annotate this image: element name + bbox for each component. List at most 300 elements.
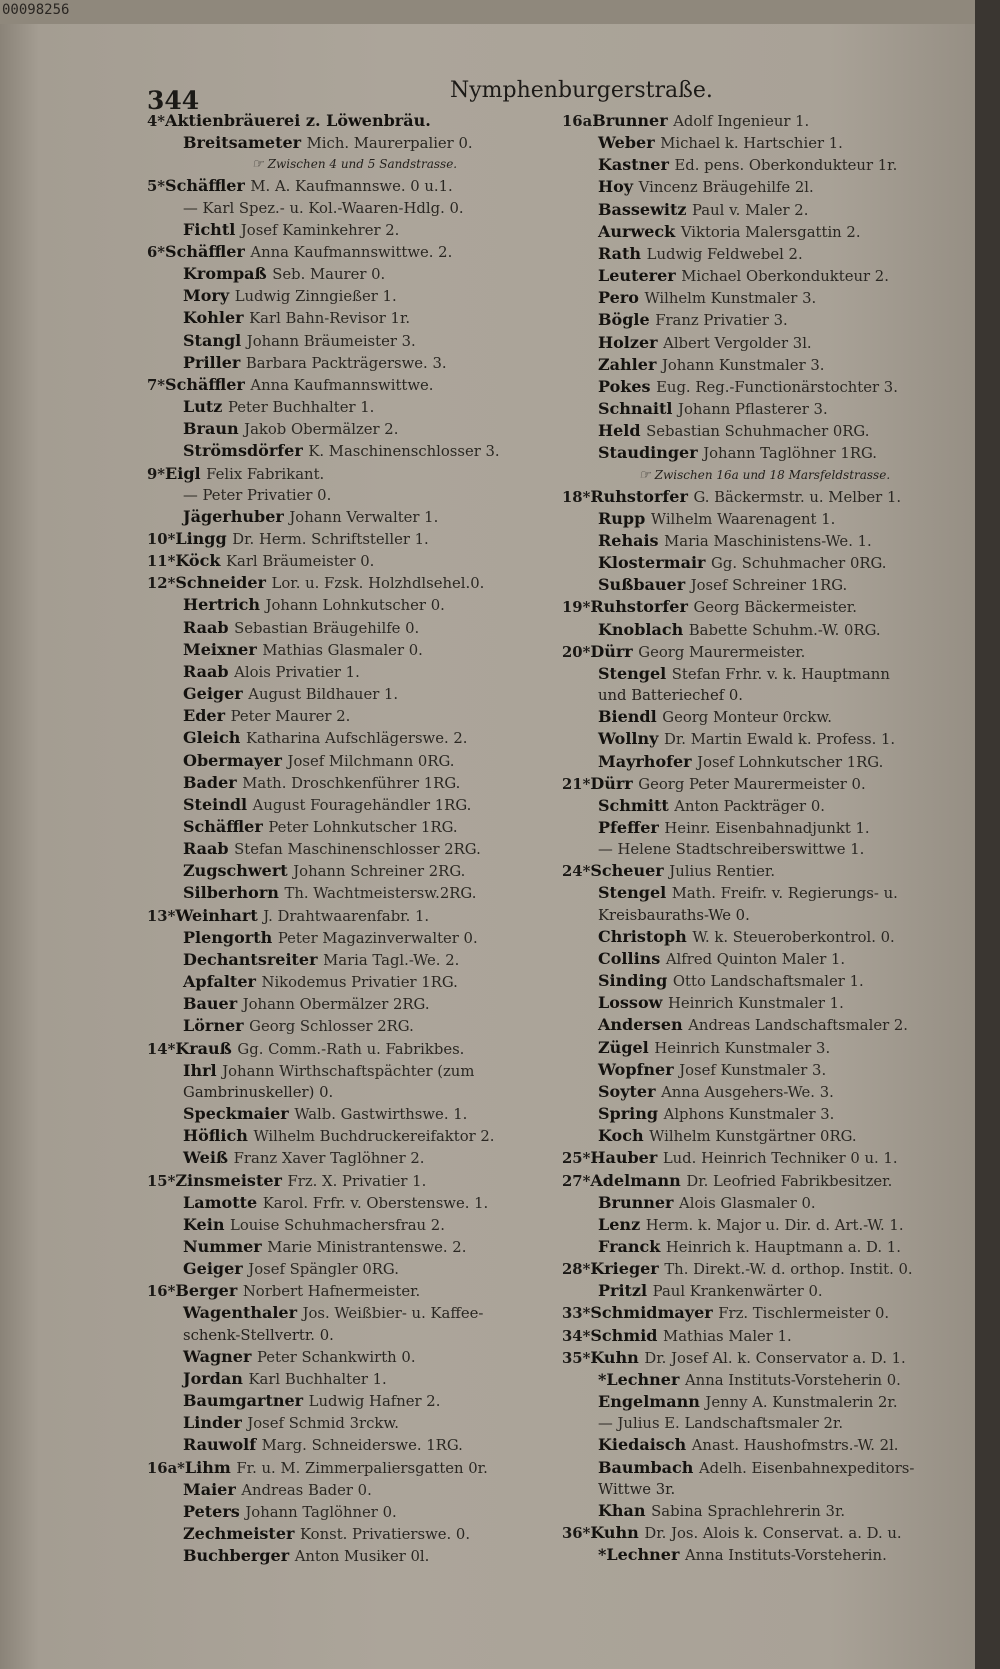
directory-entry [147,572,562,594]
resident-details: Georg Maurermeister. [638,643,806,661]
resident-name: Buchberger [183,1546,295,1566]
resident-name: Aurweck [598,221,681,241]
directory-entry [147,927,562,949]
directory-entry [562,243,967,265]
resident-details: Peter Maurer 2. [230,708,351,726]
resident-details: Dr. Josef Al. k. Conservator a. D. 1. [644,1349,906,1367]
resident-name: Brunner [592,111,674,130]
resident-details: Stefan Frhr. v. k. Hauptmann [671,665,890,683]
house-number: 9* [147,465,166,483]
directory-entry [147,110,562,132]
resident-name: Sußbauer [598,575,691,595]
house-number: 6* [147,243,166,261]
resident-details: Albert Vergolder 3l. [663,334,812,352]
resident-name: Linder [183,1413,248,1433]
resident-name: Schneider [175,573,272,593]
house-number: 16a* [147,1459,185,1477]
resident-name: Kastner [598,155,675,175]
directory-entry [562,706,967,728]
resident-name: Höflich [183,1126,254,1146]
resident-name: Held [598,421,647,441]
resident-name: Schäffler [165,374,251,394]
resident-details: Mich. Maurerpalier 0. [306,135,473,153]
entry-continuation: schenk-Stellvertr. 0. [183,1326,334,1344]
resident-details: Johann Taglöhner 1RG. [703,445,877,463]
entry-continuation: und Batteriechef 0. [598,687,744,705]
resident-name: Brunner [598,1192,680,1212]
resident-details: Ludwig Feldwebel 2. [646,245,803,263]
resident-details: Josef Schreiner 1RG. [690,577,848,595]
directory-entry [147,1060,562,1082]
resident-details: Ed. pens. Oberkondukteur 1r. [674,157,898,175]
note-text: Zwischen 4 und 5 Sandstrasse. [267,157,458,172]
resident-details: Eug. Reg.-Functionärstochter 3. [656,378,898,396]
directory-entry [562,992,967,1014]
directory-entry [562,199,967,221]
directory-entry [147,219,562,241]
resident-details: Ludwig Hafner 2. [308,1393,441,1411]
resident-details: Michael k. Hartschier 1. [660,135,843,153]
resident-details: Julius Rentier. [669,863,776,881]
resident-details: Peter Lohnkutscher 1RG. [268,819,458,836]
house-number: 28* [562,1261,591,1279]
resident-details: Johann Pflasterer 3. [678,401,828,419]
resident-name: Weiß [183,1148,234,1168]
directory-entry [562,970,967,992]
resident-name: Zugschwert [183,861,294,881]
resident-name: Klostermair [598,553,712,573]
directory-entry [562,773,967,795]
resident-details: Peter Buchhalter 1. [227,399,375,417]
resident-details: Andreas Bader 0. [241,1481,372,1499]
resident-details: Karl Buchhalter 1. [248,1370,387,1388]
resident-name: Christoph [598,926,693,946]
directory-entry [562,619,967,641]
directory-entry [562,354,967,376]
section-note [147,154,562,175]
directory-entry [562,948,967,970]
directory-entry [147,971,562,993]
directory-entry [147,617,562,639]
resident-details: Adolf Ingenieur 1. [673,113,810,130]
resident-name: Engelmann [598,1392,706,1412]
directory-entry [147,949,562,971]
directory-entry [147,905,562,927]
directory-entry [147,772,562,794]
directory-entry [562,1434,967,1456]
resident-name: Franck [598,1236,666,1256]
resident-details: Josef Kunstmaler 3. [679,1061,827,1079]
directory-entry [562,1369,967,1391]
resident-name: Leuterer [598,266,682,286]
resident-details: Ludwig Zinngießer 1. [234,288,397,306]
directory-entry [562,1280,967,1302]
resident-details: Anton Packträger 0. [674,797,825,815]
directory-entry [147,1214,562,1236]
resident-name: Braun [183,419,245,439]
directory-entry [562,663,967,685]
directory-entry [147,263,562,285]
resident-name: Zahler [598,354,662,374]
directory-entry [562,926,967,948]
directory-entry [147,993,562,1015]
resident-name: Kein [183,1214,231,1234]
resident-details: Karol. Frfr. v. Oberstenswe. 1. [262,1194,489,1212]
house-number: 4* [147,113,166,130]
resident-details: Andreas Landschaftsmaler 2. [688,1017,909,1035]
resident-details: Sebastian Schuhmacher 0RG. [646,423,870,441]
directory-entry [147,1412,562,1434]
directory-entry [147,485,562,506]
directory-entry [562,265,967,287]
resident-details: Felix Fabrikant. [206,465,325,483]
resident-name: Strömsdörfer [183,441,309,461]
resident-name: Schmitt [598,795,675,815]
resident-name: Wopfner [598,1059,680,1079]
directory-entry [562,1258,967,1280]
page-number: 344 [147,86,200,115]
resident-details: Mathias Glasmaler 0. [262,641,423,659]
resident-name: Maier [183,1479,242,1499]
house-number: 16a [562,113,593,130]
directory-entry [147,506,562,528]
note-text: Zwischen 16a und 18 Marsfeldstrasse. [654,467,891,482]
resident-details: Vincenz Bräugehilfe 2l. [638,179,814,197]
resident-name: Aktienbräuerei z. Löwenbräu. [165,111,431,130]
directory-entry [562,110,967,132]
resident-details: Michael Oberkondukteur 2. [681,268,889,286]
directory-entry [562,1413,967,1434]
resident-name: Hertrich [183,595,266,615]
directory-entry [562,332,967,354]
resident-name: Krieger [590,1259,665,1279]
directory-entry [147,705,562,727]
resident-name: Mory [183,286,235,306]
resident-details: Georg Bäckermeister. [693,599,857,617]
resident-details: Norbert Hafnermeister. [242,1283,421,1301]
resident-name: *Lechner [598,1369,685,1389]
resident-name: Koch [598,1126,650,1146]
directory-entry [147,1501,562,1523]
directory-entry [147,639,562,661]
resident-details: Paul Krankenwärter 0. [652,1283,823,1301]
resident-details: Seb. Maurer 0. [272,266,386,284]
resident-details: Wilhelm Waarenagent 1. [650,510,836,528]
directory-entry [562,309,967,331]
resident-name: Weinhart [175,905,264,925]
scan-id: 00098256 [2,2,70,18]
directory-entry [147,1170,562,1192]
directory-entry [562,1214,967,1236]
house-number: 19* [562,599,591,617]
directory-entry [147,330,562,352]
directory-entry [562,1302,967,1324]
resident-details: Anton Musiker 0l. [294,1548,430,1566]
directory-entry [562,221,967,243]
resident-details: Johann Kunstmaler 3. [661,356,825,374]
resident-name: Wollny [598,729,664,749]
directory-entry [562,1391,967,1413]
directory-entry [147,1103,562,1125]
directory-entry [147,838,562,860]
resident-details: Georg Schlosser 2RG. [249,1018,414,1036]
directory-entry [562,641,967,663]
directory-entry [147,1038,562,1060]
resident-name: Breitsameter [183,133,307,153]
resident-name: Dürr [590,641,639,661]
resident-name: Krompaß [183,264,273,284]
directory-entry [562,398,967,420]
resident-name: Kuhn [590,1523,645,1542]
resident-details: Anast. Haushofmstrs.-W. 2l. [691,1437,899,1455]
resident-name: Steindl [183,794,253,814]
directory-entry [562,508,967,530]
resident-name: Rauwolf [183,1435,262,1455]
directory-entry [562,817,967,839]
directory-entry [147,550,562,572]
facing-page-edge [975,0,1000,1669]
page-title: Nymphenburgerstraße. [450,78,713,103]
resident-name: Raab [183,661,235,681]
directory-entry [562,287,967,309]
directory-entry [147,285,562,307]
resident-name: Soyter [598,1081,662,1101]
directory-entry [147,1125,562,1147]
resident-name: Speckmaier [183,1104,295,1124]
resident-details: Dr. Herm. Schriftsteller 1. [232,530,429,548]
resident-name: Fichtl [183,219,241,239]
resident-name: Krauß [175,1038,238,1058]
resident-details: Alois Glasmaler 0. [679,1194,816,1212]
directory-entry [562,1192,967,1214]
directory-entry [147,1147,562,1169]
house-number: 11* [147,553,176,571]
resident-name: Baumgartner [183,1391,309,1411]
pointing-hand-icon: ☞ [638,467,655,483]
resident-name: *Lechner [598,1545,685,1565]
directory-entry [147,1457,562,1479]
resident-details: — Helene Stadtschreiberswittwe 1. [598,841,865,859]
resident-name: Bassewitz [598,199,692,219]
resident-name: Lamotte [183,1192,263,1212]
directory-entry [562,420,967,442]
directory-entry [147,727,562,749]
resident-details: J. Drahtwaarenfabr. 1. [263,907,430,925]
resident-name: Pero [598,288,645,308]
resident-details: Alois Privatier 1. [234,663,360,681]
house-number: 12* [147,575,176,593]
resident-name: Dürr [590,773,639,793]
resident-details: Paul v. Maler 2. [691,201,809,219]
directory-entry [147,463,562,485]
directory-entry [147,1479,562,1501]
resident-details: W. k. Steueroberkontrol. 0. [692,928,895,946]
resident-details: Jenny A. Kunstmalerin 2r. [705,1394,898,1412]
resident-details: Peter Schankwirth 0. [256,1348,416,1366]
resident-details: Josef Milchmann 0RG. [287,752,455,770]
resident-details: Heinrich Kunstmaler 1. [667,995,844,1013]
directory-entry [147,1346,562,1368]
directory-entry [147,307,562,329]
directory-entry [562,1037,967,1059]
resident-name: Collins [598,948,666,968]
resident-name: Spring [598,1104,664,1124]
directory-entry [147,352,562,374]
directory-entry [147,794,562,816]
directory-entry [147,528,562,550]
resident-details: Math. Freifr. v. Regierungs- u. [671,885,898,903]
resident-details: Sebastian Bräugehilfe 0. [234,619,420,637]
resident-name: Zechmeister [183,1524,300,1543]
resident-details: Wilhelm Buchdruckereifaktor 2. [253,1128,495,1146]
resident-name: Holzer [598,332,664,352]
house-number: 21* [562,775,591,793]
resident-name: Ruhstorfer [590,597,694,617]
resident-details: Barbara Packträgerswe. 3. [245,354,447,372]
resident-details: Heinr. Eisenbahnadjunkt 1. [664,820,870,837]
resident-name: Plengorth [183,927,278,947]
resident-name: Schäffler [165,176,251,196]
right-column [562,110,967,1566]
resident-name: Pokes [598,376,657,396]
directory-entry [147,661,562,683]
resident-name: Wagenthaler [183,1303,303,1323]
house-number: 25* [562,1150,591,1168]
directory-entry [562,1125,967,1147]
resident-name: Ihrl [183,1060,223,1080]
resident-name: Zinsmeister [175,1170,288,1190]
resident-details: Wilhelm Kunstmaler 3. [644,290,817,308]
directory-entry [147,175,562,197]
resident-details: August Fouragehändler 1RG. [252,796,472,814]
house-number: 16* [147,1283,176,1301]
resident-details: Heinrich Kunstmaler 3. [654,1039,831,1057]
resident-name: Meixner [183,639,263,659]
resident-name: Gleich [183,728,246,748]
directory-entry [147,594,562,616]
resident-details: Alphons Kunstmaler 3. [663,1106,835,1124]
house-number: 34* [562,1327,591,1345]
resident-name: Schäffler [165,241,251,261]
resident-name: Scheuer [590,861,670,881]
directory-entry [147,750,562,772]
resident-details: Otto Landschaftsmaler 1. [672,973,864,991]
resident-details: Viktoria Malersgattin 2. [680,223,861,241]
resident-details: Nikodemus Privatier 1RG. [261,974,458,992]
resident-name: Jordan [183,1368,249,1388]
resident-details: Josef Spängler 0RG. [248,1261,399,1279]
resident-name: Lenz [598,1214,646,1234]
resident-details: — Julius E. Landschaftsmaler 2r. [598,1415,844,1433]
house-number: 36* [562,1525,591,1542]
resident-name: Raab [183,839,235,859]
resident-details: Marg. Schneiderswe. 1RG. [261,1437,463,1455]
resident-details: Johann Wirthschaftspächter (zum [222,1062,475,1080]
resident-name: Biendl [598,707,663,727]
resident-details: Lud. Heinrich Techniker 0 u. 1. [662,1150,898,1168]
resident-name: Eigl [165,463,207,483]
house-number: 33* [562,1305,591,1323]
resident-name: Baumbach [598,1457,699,1477]
resident-details: Wilhelm Kunstgärtner 0RG. [649,1128,857,1146]
resident-name: Lossow [598,993,668,1013]
resident-name: Rehais [598,530,665,550]
resident-name: Stengel [598,883,672,903]
entry-continuation: Gambrinuskeller) 0. [183,1083,334,1101]
resident-name: Bader [183,772,243,792]
directory-entry [147,418,562,440]
resident-details: Josef Kaminkehrer 2. [240,221,400,239]
resident-name: Pritzl [598,1281,653,1301]
directory-entry [147,1280,562,1302]
resident-name: Geiger [183,684,249,704]
resident-details: Karl Bahn-Revisor 1r. [249,310,411,328]
resident-name: Hoy [598,177,639,197]
resident-details: Anna Kaufmannswittwe. 2. [250,243,453,261]
resident-name: Mayrhofer [598,751,698,771]
resident-name: Pfeffer [598,818,665,837]
resident-details: Jakob Obermälzer 2. [244,421,399,439]
resident-name: Raab [183,617,235,637]
directory-entry [562,1347,967,1369]
house-number: 24* [562,863,591,881]
resident-name: Hauber [590,1148,663,1168]
resident-name: Jägerhuber [183,506,290,526]
resident-details: Josef Schmid 3rckw. [247,1415,399,1433]
resident-details: Th. Direkt.-W. d. orthop. Instit. 0. [664,1261,913,1279]
directory-entry [562,1236,967,1258]
directory-entry [562,751,967,773]
resident-details: August Bildhauer 1. [248,686,399,704]
resident-details: M. A. Kaufmannswe. 0 u.1. [250,178,453,196]
resident-details: Johann Verwalter 1. [289,508,439,526]
directory-entry [147,1434,562,1456]
scan-header-strip [0,0,975,24]
resident-name: Stangl [183,330,247,350]
directory-entry [147,882,562,904]
resident-details: Louise Schuhmachersfrau 2. [230,1216,445,1234]
directory-entry [562,132,967,154]
resident-name: Priller [183,352,246,372]
resident-name: Kuhn [590,1347,645,1367]
resident-details: Johann Obermälzer 2RG. [242,996,430,1014]
directory-entry [562,1103,967,1125]
resident-name: Eder [183,706,231,726]
resident-details: Anna Instituts-Vorsteherin 0. [684,1371,901,1389]
resident-details: Dr. Leofried Fabrikbesitzer. [686,1172,893,1190]
directory-entry [147,816,562,838]
resident-details: Mathias Maler 1. [663,1327,792,1345]
resident-name: Obermayer [183,750,288,770]
resident-details: Frz. Tischlermeister 0. [718,1305,890,1323]
resident-details: — Karl Spez.- u. Kol.-Waaren-Hdlg. 0. [183,199,464,217]
resident-details: Georg Peter Maurermeister 0. [638,775,866,793]
resident-details: Peter Magazinverwalter 0. [277,929,478,947]
resident-name: Rupp [598,508,651,528]
resident-details: Th. Wachtmeistersw.2RG. [284,885,477,903]
resident-details: — Peter Privatier 0. [183,486,332,504]
house-number: 13* [147,907,176,925]
resident-details: Franz Xaver Taglöhner 2. [233,1150,425,1168]
directory-entry [562,486,967,508]
resident-name: Dechantsreiter [183,949,324,969]
resident-details: Stefan Maschinenschlosser 2RG. [234,841,481,859]
resident-name: Lingg [175,528,233,548]
resident-details: Maria Tagl.-We. 2. [323,951,460,969]
resident-name: Lörner [183,1016,250,1036]
directory-entry [562,728,967,750]
resident-name: Apfalter [183,972,262,992]
